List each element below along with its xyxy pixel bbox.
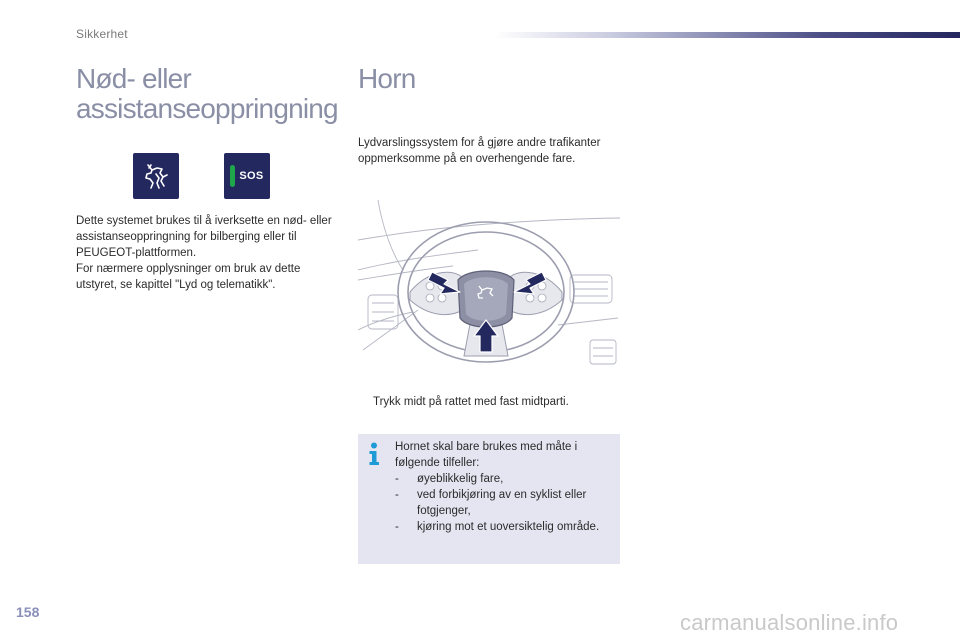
sos-button-label: SOS [239, 170, 264, 182]
info-list-item [395, 487, 617, 519]
steering-wheel-illustration [358, 200, 620, 384]
info-item-3: kjøring mot et uoversiktelig område. [417, 521, 600, 533]
emergency-title: Nød- eller assistanseoppringning [76, 63, 338, 124]
info-item-2: ved forbikjøring av en syklist eller fotgjenger, [417, 489, 587, 517]
info-icon [368, 442, 380, 466]
header-gradient-bar [495, 32, 960, 38]
steering-wheel-drawing [358, 200, 620, 384]
sos-led-indicator [230, 165, 235, 187]
horn-info-box [358, 434, 620, 564]
info-list-item [395, 471, 617, 487]
horn-title: Horn [358, 63, 416, 94]
list-dash: - [395, 473, 399, 485]
list-dash: - [395, 521, 399, 533]
info-list-item [395, 519, 617, 535]
horn-intro: Lydvarslingssystem for å gjøre andre trafikanter oppmerksomme på en overhengende fare. [358, 137, 601, 165]
peugeot-lion-icon [139, 159, 173, 193]
watermark: carmanualsonline.info [680, 610, 899, 635]
sos-button [224, 153, 270, 199]
emergency-description [76, 213, 332, 293]
info-intro: Hornet skal bare brukes med måte i følgende tilfeller: [395, 441, 578, 469]
peugeot-lion-button [133, 153, 179, 199]
info-item-1: øyeblikkelig fare, [417, 473, 504, 485]
emergency-paragraph-2: For nærmere opplysninger om bruk av dette utstyret, se kapittel "Lyd og telematikk". [76, 263, 301, 291]
section-title: Sikkerhet [76, 27, 128, 41]
horn-instruction-text: Trykk midt på rattet med fast midtparti. [373, 396, 569, 408]
page-number: 158 [16, 604, 40, 620]
list-dash: - [395, 489, 399, 501]
horn-instruction [361, 394, 631, 410]
emergency-paragraph-1: Dette systemet brukes til å iverksette en nød- eller assistanseoppringning for bilberging eller til PEUGEOT-plattformen. [76, 215, 332, 259]
info-text [395, 439, 617, 535]
